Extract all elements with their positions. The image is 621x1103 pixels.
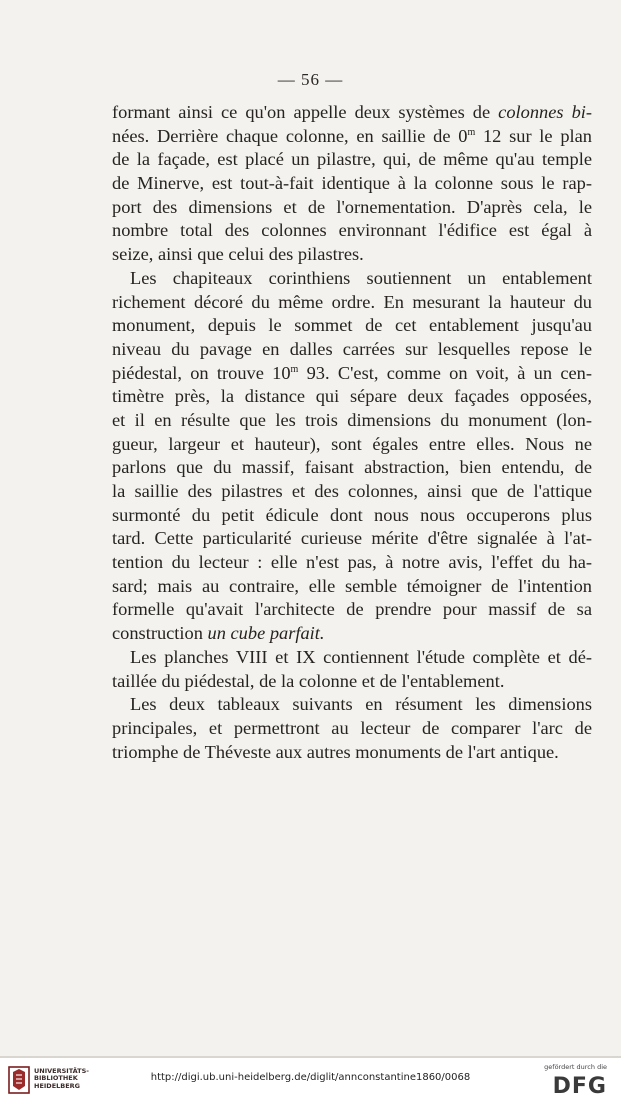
text-line: de la façade, est placé un pilastre, qui, de même qu'au temple — [112, 149, 592, 170]
text-line: port des dimensions et de l'ornementation. D'après cela, le — [112, 196, 592, 217]
text-line: de Minerve, est tout-à-fait identique à la colonne sous le rap- — [112, 173, 592, 194]
page-number: — 56 — — [277, 70, 344, 89]
text-line: formant ainsi ce qu'on appelle deux systèmes de colonnes bi- — [112, 102, 592, 122]
text-line: principales, et permettront au lecteur de comparer l'arc de — [112, 717, 592, 738]
text-line: formelle qu'avait l'architecte de prendre pour massif de sa — [112, 599, 592, 620]
text-line: construction un cube parfait. — [112, 623, 325, 644]
permalink-url[interactable]: http://digi.ub.uni-heidelberg.de/diglit/annconstantine1860/0068 — [150, 1072, 471, 1083]
body-text — [112, 101, 592, 764]
text-line: sard; mais au contraire, elle semble témoigner de l'intention — [112, 575, 592, 596]
text-line: Les deux tableaux suivants en résument les dimensions — [130, 694, 592, 715]
library-name: UNIVERSITÄTS- BIBLIOTHEK HEIDELBERG — [34, 1067, 89, 1090]
text-line: taillée du piédestal, de la colonne et de l'entablement. — [112, 670, 505, 691]
text-line: piédestal, on trouve 10$^m$ 93. C'est, comme on voit, à un cen- — [112, 362, 592, 383]
text-line: surmonté du petit édicule dont nous nous occuperons plus — [112, 504, 592, 525]
text-line: parlons que du massif, faisant abstraction, bien entendu, de — [112, 457, 592, 478]
italic-term: un cube parfait. — [207, 623, 325, 644]
text-line: Les planches VIII et IX contiennent l'étude complète et dé- — [130, 646, 592, 667]
dfg-logo: DFG — [552, 1074, 607, 1099]
text-line: seize, ainsi que celui des pilastres. — [112, 244, 364, 265]
text-line: triomphe de Théveste aux autres monuments de l'art antique. — [112, 741, 559, 762]
text-line: niveau du pavage en dalles carrées sur lesquelles repose le — [112, 338, 592, 359]
text-line: et il en résulte que les trois dimensions du monument (lon- — [112, 409, 592, 430]
text-line: nées. Derrière chaque colonne, en saillie de 0$^m$ 12 sur le plan — [112, 125, 592, 146]
text-line: richement décoré du même ordre. En mesurant la hauteur du — [112, 291, 592, 312]
text-line: Les chapiteaux corinthiens soutiennent un entablement — [130, 267, 592, 288]
text-line: nombre total des colonnes environnant l'édifice est égal à — [112, 220, 592, 241]
text-line: monument, depuis le sommet de cet entablement jusqu'au — [112, 315, 592, 336]
text-line: gueur, largeur et hauteur), sont égales entre elles. Nous ne — [112, 433, 592, 454]
text-line: tention du lecteur : elle n'est pas, à notre avis, l'effet du ha- — [112, 552, 592, 573]
italic-term: colonnes bi- — [498, 102, 592, 122]
text-line: tard. Cette particularité curieuse mérite d'être signalée à l'at- — [112, 528, 592, 549]
text-line: la saillie des pilastres et des colonnes, ainsi que de l'attique — [112, 481, 592, 501]
funded-by-label: gefördert durch die — [544, 1063, 607, 1071]
text-line: timètre près, la distance qui sépare deux façades opposées, — [112, 386, 592, 407]
